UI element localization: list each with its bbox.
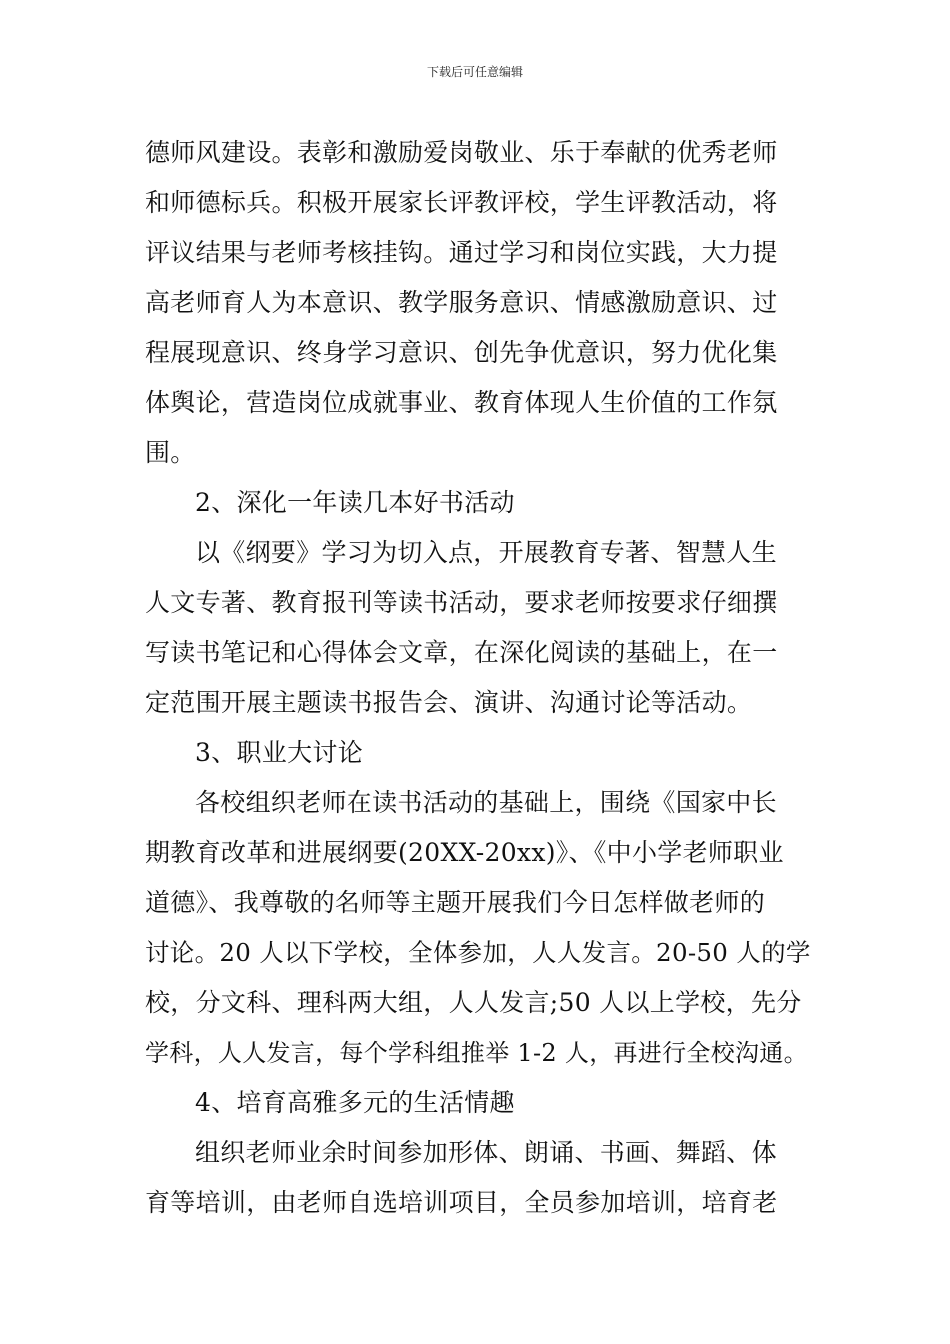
section-heading: 4、培育高雅多元的生活情趣 [195, 1088, 515, 1117]
text-line: 高老师育人为本意识、教学服务意识、情感激励意识、过 [145, 288, 778, 317]
text-line: 程展现意识、终身学习意识、创先争优意识，努力优化集 [145, 338, 778, 367]
text-line: 学科，人人发言，每个学科组推举 1-2 人，再进行全校沟通。 [145, 1039, 808, 1067]
text-line: 讨论。20 人以下学校，全体参加，人人发言。20-50 人的学 [145, 938, 811, 967]
section-heading: 3、职业大讨论 [195, 738, 364, 767]
text-line: 德师风建设。表彰和激励爱岗敬业、乐于奉献的优秀老师 [145, 138, 778, 167]
text-line: 围。 [145, 438, 196, 467]
text-line: 道德》、我尊敬的名师等主题开展我们今日怎样做老师的 [145, 888, 766, 917]
page-header: 下载后可任意编辑 [426, 65, 523, 79]
text-line: 评议结果与老师考核挂钩。通过学习和岗位实践，大力提 [145, 238, 778, 267]
text-line: 以《纲要》学习为切入点，开展教育专著、智慧人生 [195, 538, 777, 567]
text-line: 体舆论，营造岗位成就事业、教育体现人生价值的工作氛 [145, 388, 778, 417]
text-line: 和师德标兵。积极开展家长评教评校，学生评教活动，将 [145, 188, 778, 217]
text-line: 育等培训，由老师自选培训项目，全员参加培训，培育老 [145, 1188, 778, 1217]
text-line: 校，分文科、理科两大组，人人发言;50 人以上学校，先分 [145, 988, 802, 1017]
section-heading: 2、深化一年读几本好书活动 [195, 488, 515, 517]
text-line: 各校组织老师在读书活动的基础上，围绕《国家中长 [195, 788, 777, 817]
text-line: 写读书笔记和心得体会文章，在深化阅读的基础上，在一 [145, 638, 778, 667]
text-line: 期教育改革和进展纲要(20XX-20xx)》、《中小学老师职业 [145, 838, 784, 867]
text-line: 组织老师业余时间参加形体、朗诵、书画、舞蹈、体 [195, 1138, 777, 1167]
text-line: 定范围开展主题读书报告会、演讲、沟通讨论等活动。 [145, 688, 753, 717]
text-line: 人文专著、教育报刊等读书活动，要求老师按要求仔细撰 [145, 588, 778, 617]
document-body [145, 128, 815, 1228]
